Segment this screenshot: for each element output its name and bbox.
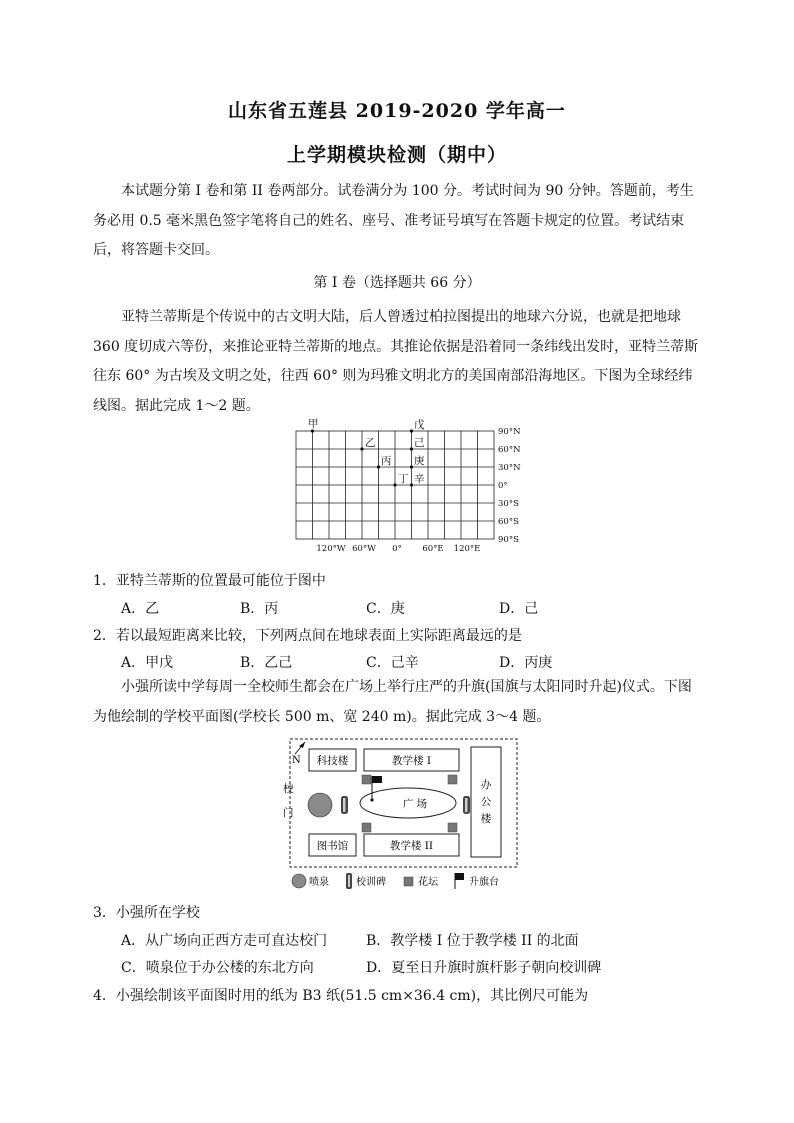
q3-option-d: D．夏至日升旗时旗杆影子朝向校训碑 <box>366 960 602 976</box>
q1-option-c: C．庚 <box>366 601 405 617</box>
title-line-2: 上学期模块检测（期中） <box>286 144 507 166</box>
north-arrow-icon <box>295 742 305 754</box>
lat-label: 60°N <box>498 445 521 455</box>
point-ji <box>410 447 413 450</box>
legend-flower-bed-icon <box>404 877 413 886</box>
legend-flower-bed: 花坛 <box>418 877 438 888</box>
point-yi <box>360 447 363 450</box>
title-line-1: 山东省五莲县 2019-2020 学年高一 <box>228 100 566 122</box>
q3-option-c: C．喷泉位于办公楼的东北方向 <box>121 960 314 976</box>
legend-stele: 校训碑 <box>356 877 386 888</box>
lat-label: 30°N <box>498 463 521 473</box>
point-xin <box>410 483 413 486</box>
teaching-building-1-label: 教学楼 I <box>392 755 431 767</box>
lon-label: 60°E <box>422 544 444 554</box>
lat-label: 0° <box>498 481 508 491</box>
point-geng <box>410 465 413 468</box>
point-wu <box>410 429 413 432</box>
flower-bed-icon <box>362 775 371 784</box>
lat-label: 30°S <box>498 499 519 509</box>
q2-option-c: C．己辛 <box>366 655 419 671</box>
lon-label: 120°W <box>316 544 346 554</box>
lat-label: 60°S <box>498 517 519 527</box>
north-label: N <box>292 755 301 766</box>
teaching-building-2-label: 教学楼 II <box>389 840 434 852</box>
tech-building-label: 科技楼 <box>316 755 349 767</box>
lon-label: 120°E <box>453 544 481 554</box>
passage-1: 亚特兰蒂斯是个传说中的古文明大陆，后人曾透过柏拉图提出的地球六分说，也就是把地球 360 度切成六等份，来推论亚特兰蒂斯的地点。其推论依据是沿着同一条纬线出发时，亚特兰蒂斯往东 60° 为古埃及文明之处，往西 60° 则为玛雅文明北方的美国南部沿海地区。下图为全球经纬线图。据此完成 1～2 题。 <box>93 309 699 414</box>
point-bing <box>377 465 380 468</box>
label-jia: 甲 <box>308 418 319 430</box>
flag-platform-icon <box>370 776 382 802</box>
label-yi: 乙 <box>365 437 376 449</box>
legend-fountain-icon <box>292 874 306 888</box>
q1-option-d: D．己 <box>499 601 539 617</box>
q2-option-b: B．乙己 <box>240 655 293 671</box>
lat-label: 90°S <box>498 535 519 545</box>
library-label: 图书馆 <box>316 840 349 852</box>
label-bing: 丙 <box>381 455 392 467</box>
passage-2: 小强所读中学每周一全校师生都会在广场上举行庄严的升旗(国旗与太阳同时升起)仪式。下图为他绘制的学校平面图(学校长 500 m、宽 240 m)。据此完成 3～4 题。 <box>93 679 692 725</box>
q1-option-a: A．乙 <box>121 601 160 617</box>
point-ding <box>393 483 396 486</box>
q3-stem: 3．小强所在学校 <box>93 905 200 921</box>
q4-stem: 4．小强绘制该平面图时用的纸为 B3 纸(51.5 cm×36.4 cm)，其比例尺可能为 <box>93 988 589 1004</box>
office-char-1: 办 <box>480 779 492 791</box>
label-geng: 庚 <box>414 455 425 467</box>
legend-fountain: 喷泉 <box>309 877 329 888</box>
q1-option-b: B．丙 <box>240 601 279 617</box>
section-title: 第 I 卷（选择题共 66 分） <box>313 275 481 291</box>
gate-char-xiao: 校 <box>283 783 294 795</box>
office-char-2: 公 <box>480 796 492 808</box>
lat-label: 90°N <box>498 427 521 437</box>
lon-label: 60°W <box>352 544 376 554</box>
q3-option-b: B．教学楼 I 位于教学楼 II 的北面 <box>366 933 579 949</box>
flower-bed-icon <box>448 823 457 832</box>
school-plan-map <box>278 734 522 894</box>
label-wu: 戊 <box>414 419 425 431</box>
lat-long-grid-map <box>290 416 530 554</box>
gate-char-men: 门 <box>283 807 294 819</box>
intro-paragraph: 本试题分第 I 卷和第 II 卷两部分。试卷满分为 100 分。考试时间为 90 分钟。答题前，考生务必用 0.5 毫米黑色签字笔将自己的姓名、座号、准考证号填写在答题卡规定的位置。考试结束后，将答题卡交回。 <box>93 183 694 258</box>
fountain-icon <box>308 793 332 817</box>
q1-stem: 1．亚特兰蒂斯的位置最可能位于图中 <box>93 573 326 589</box>
legend-flag-icon <box>455 873 464 889</box>
label-ding: 丁 <box>398 473 409 485</box>
square-label: 广 场 <box>402 798 428 810</box>
lon-label: 0° <box>392 544 402 554</box>
q2-option-a: A．甲戊 <box>121 655 174 671</box>
q3-option-a: A．从广场向正西方走可直达校门 <box>121 933 328 949</box>
label-ji: 己 <box>414 437 425 449</box>
flower-bed-icon <box>362 823 371 832</box>
label-xin: 辛 <box>414 473 425 485</box>
legend-flag: 升旗台 <box>469 877 499 888</box>
office-char-3: 楼 <box>480 813 492 825</box>
q2-stem: 2．若以最短距离来比较，下列两点间在地球表面上实际距离最远的是 <box>93 628 522 644</box>
q2-option-d: D．丙庚 <box>499 655 553 671</box>
flower-bed-icon <box>448 775 457 784</box>
